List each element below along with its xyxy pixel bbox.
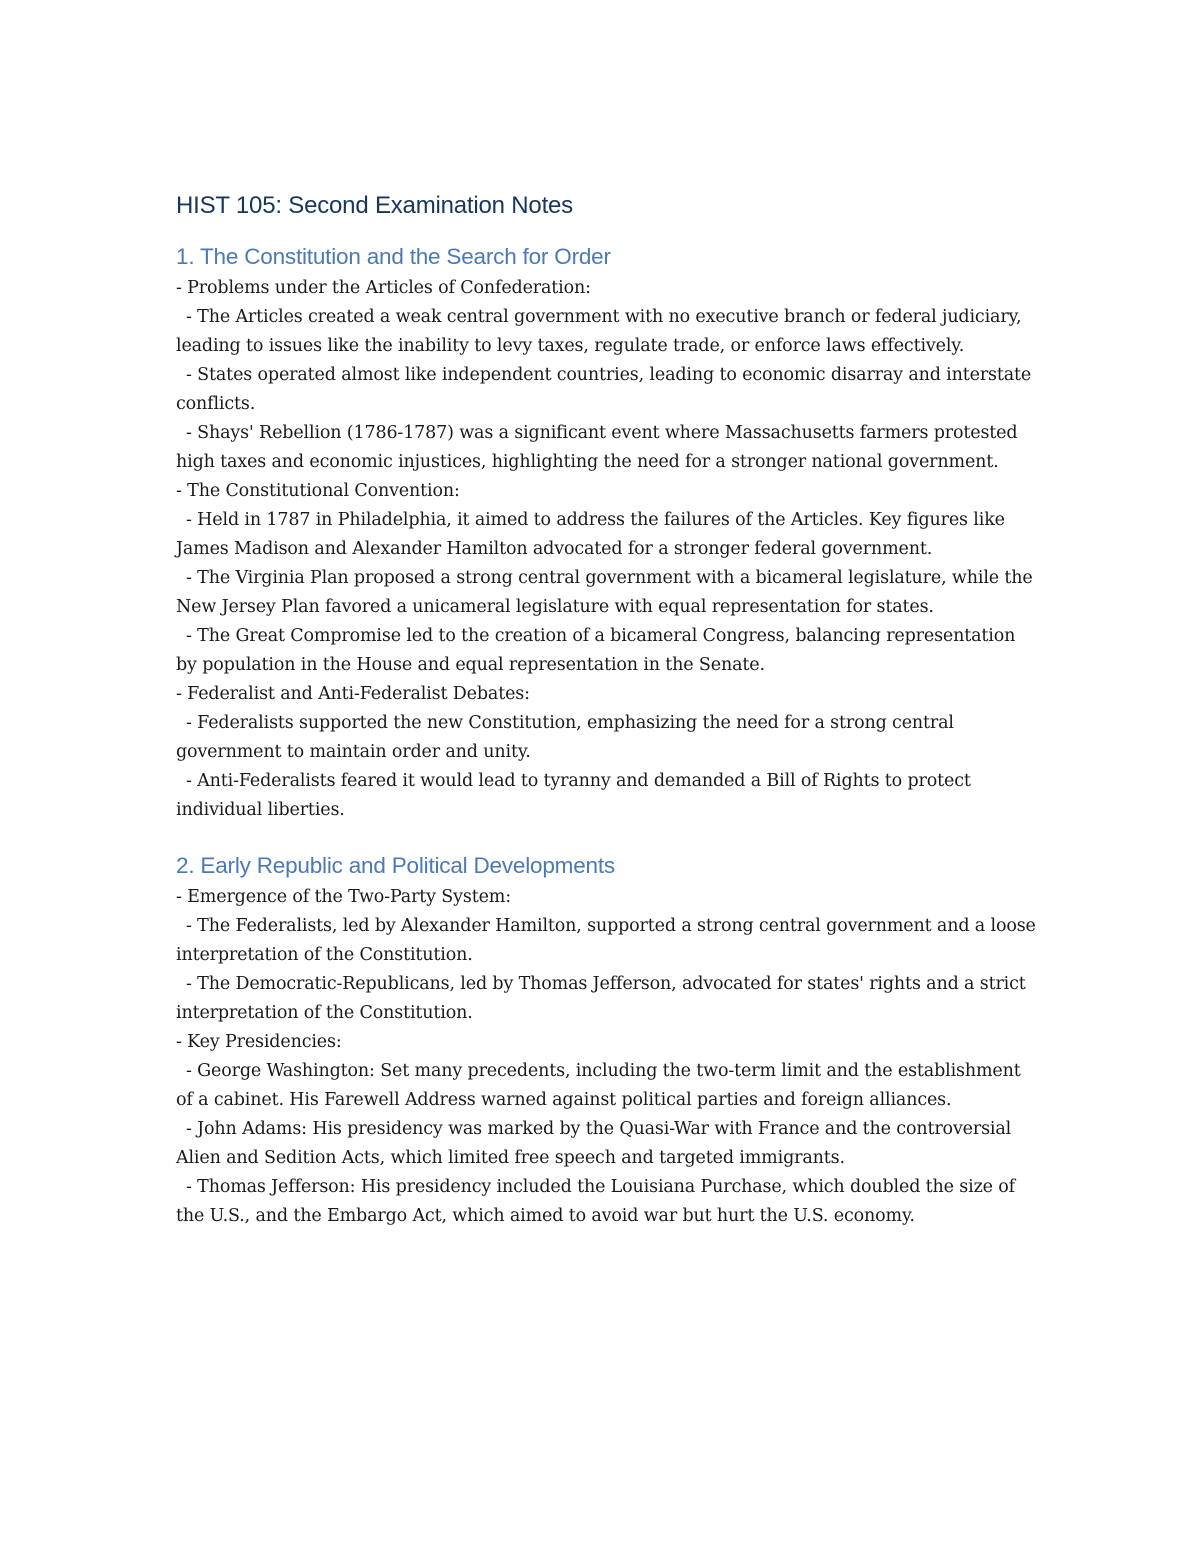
sub-bullet-line: - Held in 1787 in Philadelphia, it aimed to address the failures of the Articles. Key figures like James Madison and Alexander Hamilton advocated for a stronger federal government. <box>176 510 1005 559</box>
document-title: HIST 105: Second Examination Notes <box>176 192 573 219</box>
sub-bullet-line: - John Adams: His presidency was marked by the Quasi-War with France and the controversial Alien and Sedition Acts, which limited free speech and targeted immigrants. <box>176 1119 1012 1168</box>
sub-bullet-line: - The Federalists, led by Alexander Hamilton, supported a strong central government and a loose interpretation of the Constitution. <box>176 916 1036 965</box>
section-early-republic <box>176 851 1036 1231</box>
section-constitution <box>176 242 1036 825</box>
sub-bullet-line: - The Great Compromise led to the creation of a bicameral Congress, balancing representation by population in the House and equal representation in the Senate. <box>176 626 1016 675</box>
document-body <box>176 190 1036 1257</box>
sub-bullet-line: - George Washington: Set many precedents, including the two-term limit and the establishment of a cabinet. His Farewell Address warned against political parties and foreign alliances. <box>176 1061 1021 1110</box>
sub-bullet-line: - States operated almost like independent countries, leading to economic disarray and interstate conflicts. <box>176 365 1032 414</box>
sub-bullet-line: - Thomas Jefferson: His presidency included the Louisiana Purchase, which doubled the size of the U.S., and the Embargo Act, which aimed to avoid war but hurt the U.S. economy. <box>176 1177 1015 1226</box>
sub-bullet-line: - Shays' Rebellion (1786-1787) was a significant event where Massachusetts farmers protested high taxes and economic injustices, highlighting the need for a stronger national government. <box>176 423 1018 472</box>
sub-bullet-line: - The Virginia Plan proposed a strong central government with a bicameral legislature, while the New Jersey Plan favored a unicameral legislature with equal representation for states. <box>176 568 1033 617</box>
bullet-line: - Federalist and Anti-Federalist Debates: <box>176 684 530 704</box>
sub-bullet-line: - Anti-Federalists feared it would lead to tyranny and demanded a Bill of Rights to protect individual liberties. <box>176 771 971 820</box>
sub-bullet-line: - The Democratic-Republicans, led by Thomas Jefferson, advocated for states' rights and a strict interpretation of the Constitution. <box>176 974 1026 1023</box>
sub-bullet-line: - The Articles created a weak central government with no executive branch or federal judiciary, leading to issues like the inability to levy taxes, regulate trade, or enforce laws effectively. <box>176 307 1022 356</box>
section-heading: 2. Early Republic and Political Developments <box>176 853 615 878</box>
bullet-line: - Emergence of the Two-Party System: <box>176 887 511 907</box>
bullet-line: - The Constitutional Convention: <box>176 481 460 501</box>
bullet-line: - Key Presidencies: <box>176 1032 342 1052</box>
section-heading: 1. The Constitution and the Search for Order <box>176 244 611 269</box>
sub-bullet-line: - Federalists supported the new Constitution, emphasizing the need for a strong central government to maintain order and unity. <box>176 713 954 762</box>
bullet-line: - Problems under the Articles of Confederation: <box>176 278 591 298</box>
